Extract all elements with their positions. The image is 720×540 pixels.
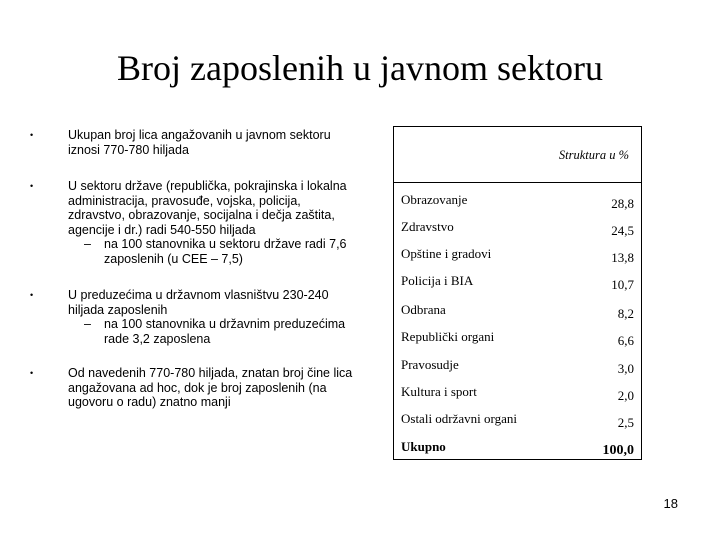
- table-row: [393, 302, 642, 322]
- table-row: [393, 384, 642, 404]
- table-header-divider: [393, 182, 642, 183]
- table-row: [393, 192, 642, 212]
- bullet-icon: •: [30, 130, 34, 140]
- sub-bullet-text: na 100 stanovnika u državnim preduzećima rade 3,2 zaposlena: [104, 317, 346, 346]
- table-border: [393, 126, 642, 460]
- structure-table: [393, 126, 642, 460]
- row-value: 13,8: [611, 250, 634, 265]
- bullet-item: [30, 288, 360, 346]
- bullet-icon: •: [30, 181, 34, 191]
- row-value: 10,7: [611, 277, 634, 292]
- bullet-list: [30, 128, 360, 410]
- bullet-item: [30, 179, 360, 266]
- row-value: 2,0: [617, 388, 634, 403]
- row-label: Odbrana: [401, 302, 446, 317]
- table-row-total: [393, 439, 642, 459]
- page-number: 18: [663, 496, 678, 511]
- table-row: [393, 246, 642, 266]
- dash-icon: –: [84, 317, 91, 331]
- bullet-text: U sektoru države (republička, pokrajinska i lokalna administracija, pravosuđe, vojska, policija, zdravstvo, obrazovanje, socijalna i dečja zaštita, agencije i dr.) radi 540-550 hiljada: [68, 179, 347, 237]
- row-label: Obrazovanje: [401, 192, 468, 207]
- row-value: 8,2: [617, 306, 634, 321]
- row-label: Zdravstvo: [401, 219, 454, 234]
- row-value: 3,0: [617, 361, 634, 376]
- row-value: 28,8: [611, 196, 634, 211]
- bullet-text: Od navedenih 770-780 hiljada, znatan broj čine lica angažovana ad hoc, dok je broj zaposlenih (na ugovoru o radu) znatno manji: [68, 366, 353, 409]
- row-label: Republički organi: [401, 329, 495, 344]
- row-label: Opštine i gradovi: [401, 246, 492, 261]
- row-value: 2,5: [617, 415, 634, 430]
- table-header: Struktura u %: [558, 148, 630, 162]
- slide-title: Broj zaposlenih u javnom sektoru: [117, 48, 603, 88]
- bullet-text: U preduzećima u državnom vlasništvu 230-240 hiljada zaposlenih: [68, 288, 329, 317]
- bullet-item: [30, 366, 360, 410]
- bullet-item: [30, 128, 360, 157]
- sub-bullet-text: na 100 stanovnika u sektoru države radi 7,6 zaposlenih (u CEE – 7,5): [104, 237, 347, 266]
- table-row: [393, 411, 642, 431]
- row-value: 24,5: [611, 223, 634, 238]
- row-label: Kultura i sport: [401, 384, 477, 399]
- total-value: 100,0: [602, 443, 634, 458]
- bullet-text: Ukupan broj lica angažovanih u javnom sektoru iznosi 770-780 hiljada: [68, 128, 331, 157]
- row-value: 6,6: [617, 333, 634, 348]
- total-label: Ukupno: [401, 439, 446, 454]
- row-label: Policija i BIA: [401, 273, 474, 288]
- sub-bullet: [68, 237, 360, 266]
- table-row: [393, 357, 642, 377]
- row-label: Pravosudje: [401, 357, 459, 372]
- table-row: [393, 273, 642, 293]
- sub-bullet: [68, 317, 360, 346]
- bullet-icon: •: [30, 368, 34, 378]
- table-row: [393, 219, 642, 239]
- bullet-icon: •: [30, 290, 34, 300]
- table-row: [393, 329, 642, 349]
- row-label: Ostali održavni organi: [401, 411, 518, 426]
- dash-icon: –: [84, 237, 91, 251]
